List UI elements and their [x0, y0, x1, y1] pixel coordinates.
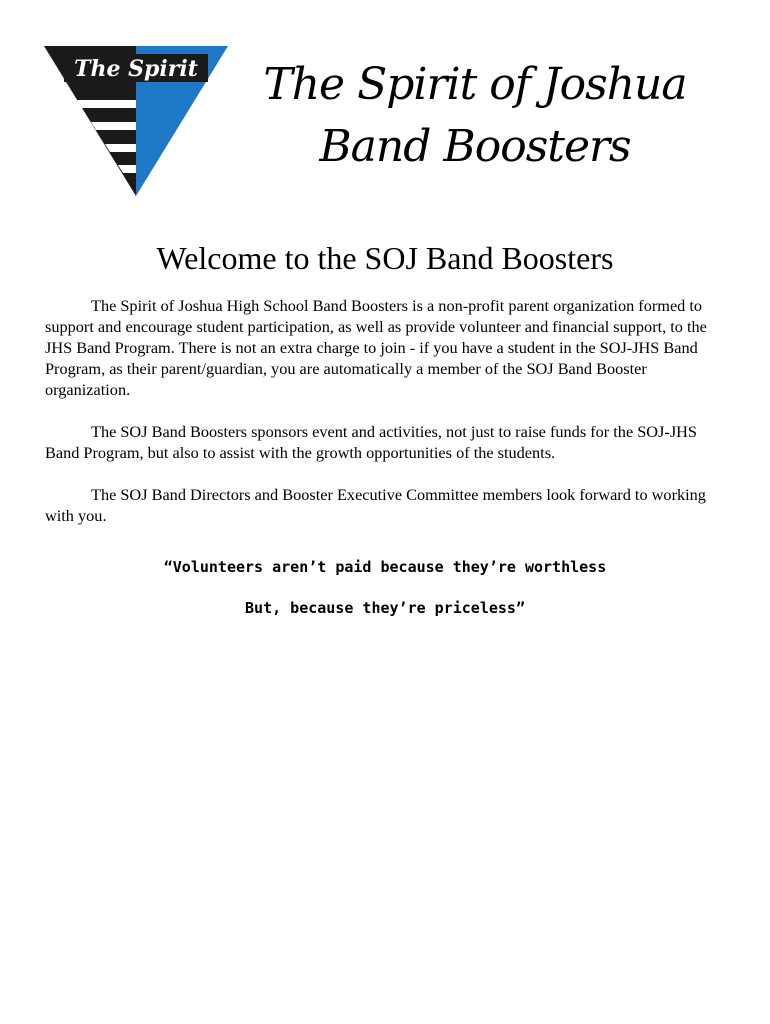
quote-line-1: “Volunteers aren’t paid because they’re worthless — [163, 558, 607, 576]
spirit-logo — [44, 46, 228, 196]
paragraph-about: The Spirit of Joshua High School Band Boosters is a non-profit parent organization formed to support and encourage student participation, as well as provide volunteer and financial support, to the JHS Band Program. There is not an extra charge to join - if you have a student in the SOJ-JHS Band Program, as their parent/guardian, you are automatically a member of the SOJ Band Booster organization. — [45, 296, 707, 399]
title-line-2: Band Boosters — [319, 121, 631, 172]
logo-text: The Spirit — [74, 56, 198, 82]
paragraph-welcome: The SOJ Band Directors and Booster Executive Committee members look forward to working with you. — [45, 485, 706, 525]
quote-line-2: But, because they’re priceless” — [245, 599, 525, 617]
intro-body — [45, 295, 725, 547]
title-line-1: The Spirit of Joshua — [263, 59, 687, 110]
paragraph-sponsorship: The SOJ Band Boosters sponsors event and activities, not just to raise funds for the SOJ-JHS Band Program, but also to assist with the growth opportunities of the students. — [45, 422, 697, 462]
organization-title — [235, 54, 715, 178]
spirit-logo-graphic — [44, 46, 228, 196]
volunteer-quote — [0, 557, 770, 639]
welcome-heading: Welcome to the SOJ Band Boosters — [156, 240, 614, 276]
